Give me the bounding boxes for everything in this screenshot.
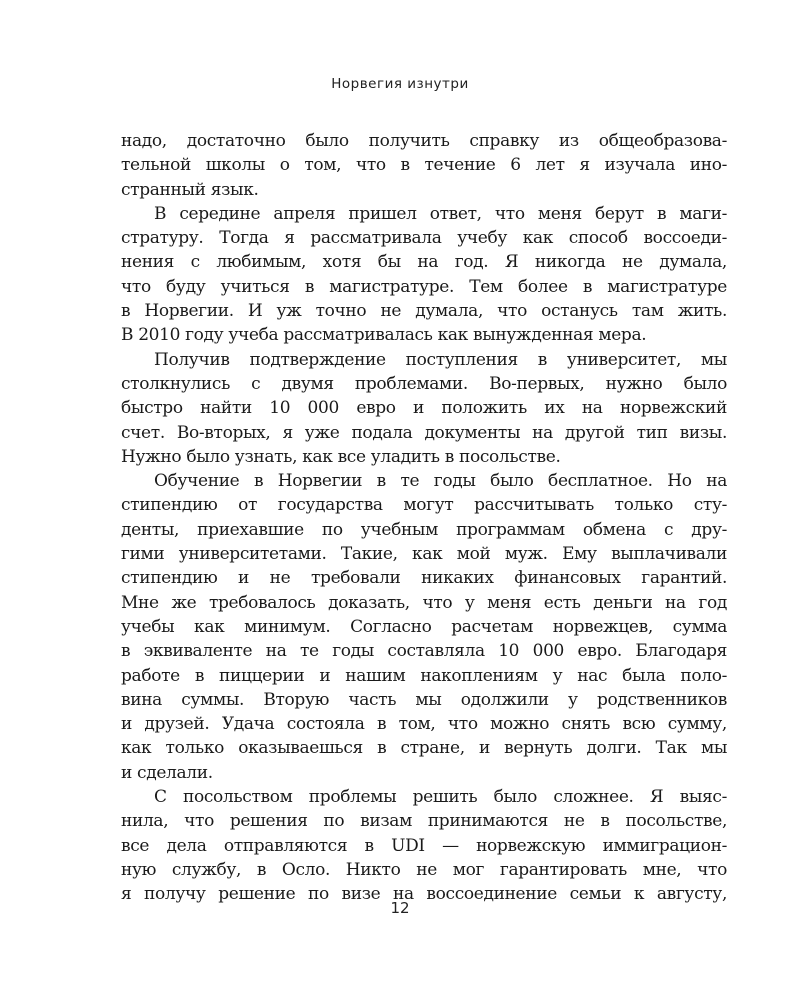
text-line: Мне же требовалось доказать, что у меня есть деньги на год — [121, 592, 727, 613]
text-line: в Норвегии. И уж точно не думала, что останусь там жить. — [121, 301, 727, 322]
text-line: странный язык. — [121, 179, 259, 200]
text-line: учебы как минимум. Согласно расчетам норвежцев, сумма — [121, 616, 727, 637]
text-line: стратуру. Тогда я рассматривала учебу как способ воссоеди- — [121, 228, 727, 249]
text-line: С посольством проблемы решить было сложнее. Я выяс- — [154, 787, 727, 808]
text-line: быстро найти 10 000 евро и положить их на норвежский — [121, 398, 727, 419]
paragraph-5 — [121, 785, 727, 906]
running-header: Норвегия изнутри — [331, 76, 469, 92]
text-line: и сделали. — [121, 762, 213, 783]
text-line: вина суммы. Вторую часть мы одолжили у родственников — [121, 689, 727, 710]
text-line: все дела отправляются в UDI — норвежскую иммиграцион- — [121, 835, 727, 856]
text-line: ную службу, в Осло. Никто не мог гарантировать мне, что — [121, 859, 727, 880]
text-line: денты, приехавшие по учебным программам обмена с дру- — [121, 519, 727, 540]
paragraph-1 — [121, 129, 727, 202]
paragraph-4 — [121, 469, 727, 785]
text-line: стипендию и не требовали никаких финансовых гарантий. — [121, 568, 727, 589]
text-line: счет. Во-вторых, я уже подала документы на другой тип визы. — [121, 422, 727, 443]
text-line: стипендию от государства могут рассчитывать только сту- — [121, 495, 727, 516]
text-line: работе в пиццерии и нашим накоплениям у нас была поло- — [121, 665, 727, 686]
text-line: тельной школы о том, что в течение 6 лет я изучала ино- — [121, 155, 727, 176]
text-line: Обучение в Норвегии в те годы было бесплатное. Но на — [154, 471, 727, 492]
text-line: столкнулись с двумя проблемами. Во-первых, нужно было — [121, 373, 727, 394]
body-text — [121, 129, 727, 907]
text-line: как только оказываешься в стране, и вернуть долги. Так мы — [121, 738, 727, 759]
text-line: в эквиваленте на те годы составляла 10 000 евро. Благодаря — [121, 641, 727, 662]
text-line: что буду учиться в магистратуре. Тем более в магистратуре — [121, 276, 727, 297]
paragraph-2 — [121, 202, 727, 348]
text-line: В 2010 году учеба рассматривалась как вынужденная мера. — [121, 325, 647, 346]
text-line: Нужно было узнать, как все уладить в посольстве. — [121, 446, 561, 467]
text-line: гими университетами. Такие, как мой муж. Ему выплачивали — [121, 544, 727, 565]
text-line: нения с любимым, хотя бы на год. Я никогда не думала, — [121, 252, 727, 273]
text-line: В середине апреля пришел ответ, что меня берут в маги- — [154, 203, 727, 224]
text-line: надо, достаточно было получить справку из общеобразова- — [121, 131, 727, 151]
text-line: нила, что решения по визам принимаются не в посольстве, — [121, 811, 727, 832]
text-line: Получив подтверждение поступления в университет, мы — [154, 349, 727, 370]
text-line: я получу решение по визе на воссоединение семьи к августу, — [121, 884, 727, 905]
page-number: 12 — [390, 899, 410, 917]
paragraph-3 — [121, 348, 727, 469]
text-line: и друзей. Удача состояла в том, что можно снять всю сумму, — [121, 714, 727, 735]
